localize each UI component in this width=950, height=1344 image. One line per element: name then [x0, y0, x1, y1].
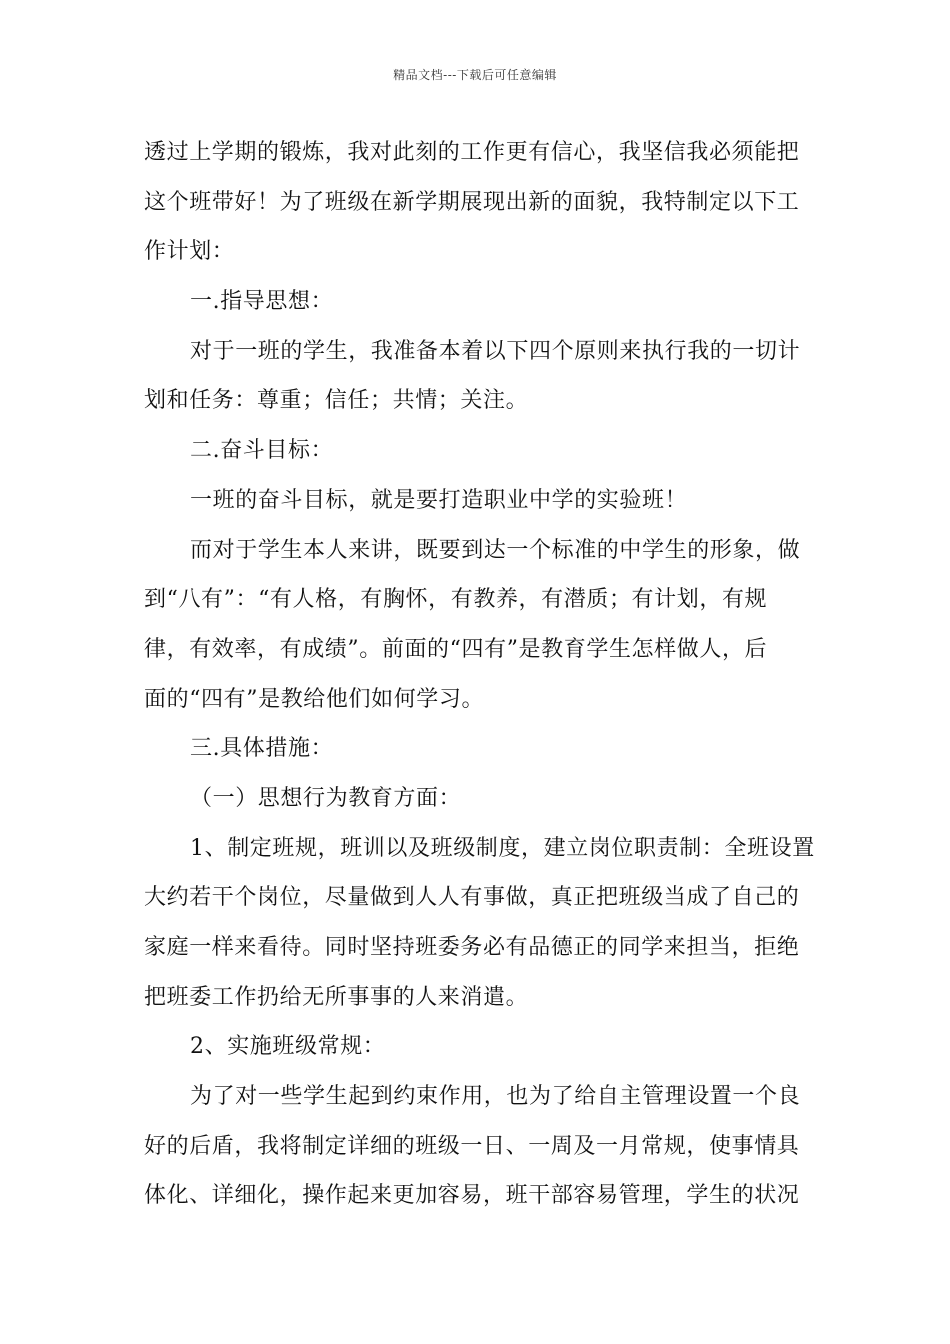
text-line: 1、制定班规，班训以及班级制度，建立岗位职责制：全班设置 — [190, 835, 815, 861]
page-header: 精品文档---下载后可任意编辑 — [393, 68, 557, 82]
text-line: 体化、详细化，操作起来更加容易，班干部容易管理，学生的状况 — [144, 1183, 800, 1209]
section-heading: 二.奋斗目标： — [190, 438, 334, 464]
section-heading: 三.具体措施： — [190, 736, 334, 762]
text-line: 面的“四有”是教给他们如何学习。 — [144, 686, 485, 712]
text-line: 而对于学生本人来讲，既要到达一个标准的中学生的形象，做 — [190, 537, 801, 563]
text-line: 把班委工作扔给无所事事的人来消遣。 — [144, 984, 529, 1010]
text-line: 作计划： — [144, 239, 235, 265]
text-line: 到“八有”：“有人格，有胸怀，有教养，有潜质；有计划，有规 — [144, 587, 768, 613]
text-line: 大约若干个岗位，尽量做到人人有事做，真正把班级当成了自己的 — [144, 885, 800, 911]
text-line: 对于一班的学生，我准备本着以下四个原则来执行我的一切计 — [190, 338, 801, 364]
subsection-heading: （一）思想行为教育方面： — [190, 785, 462, 811]
text-line: 划和任务：尊重；信任；共情；关注。 — [144, 388, 529, 414]
text-line: 家庭一样来看待。同时坚持班委务必有品德正的同学来担当，拒绝 — [144, 935, 800, 960]
text-line: 一班的奋斗目标，就是要打造职业中学的实验班！ — [190, 487, 688, 513]
text-line: 2、实施班级常规： — [190, 1034, 386, 1060]
section-heading: 一.指导思想： — [190, 289, 334, 315]
text-line: 透过上学期的锻炼，我对此刻的工作更有信心，我坚信我必须能把 — [144, 140, 800, 165]
document-body — [144, 128, 815, 1221]
text-line: 为了对一些学生起到约束作用，也为了给自主管理设置一个良 — [190, 1084, 801, 1110]
text-line: 这个班带好！为了班级在新学期展现出新的面貌，我特制定以下工 — [144, 189, 800, 215]
text-line: 好的后盾，我将制定详细的班级一日、一周及一月常规，使事情具 — [144, 1133, 800, 1159]
text-line: 律，有效率，有成绩”。前面的“四有”是教育学生怎样做人，后 — [144, 636, 768, 662]
